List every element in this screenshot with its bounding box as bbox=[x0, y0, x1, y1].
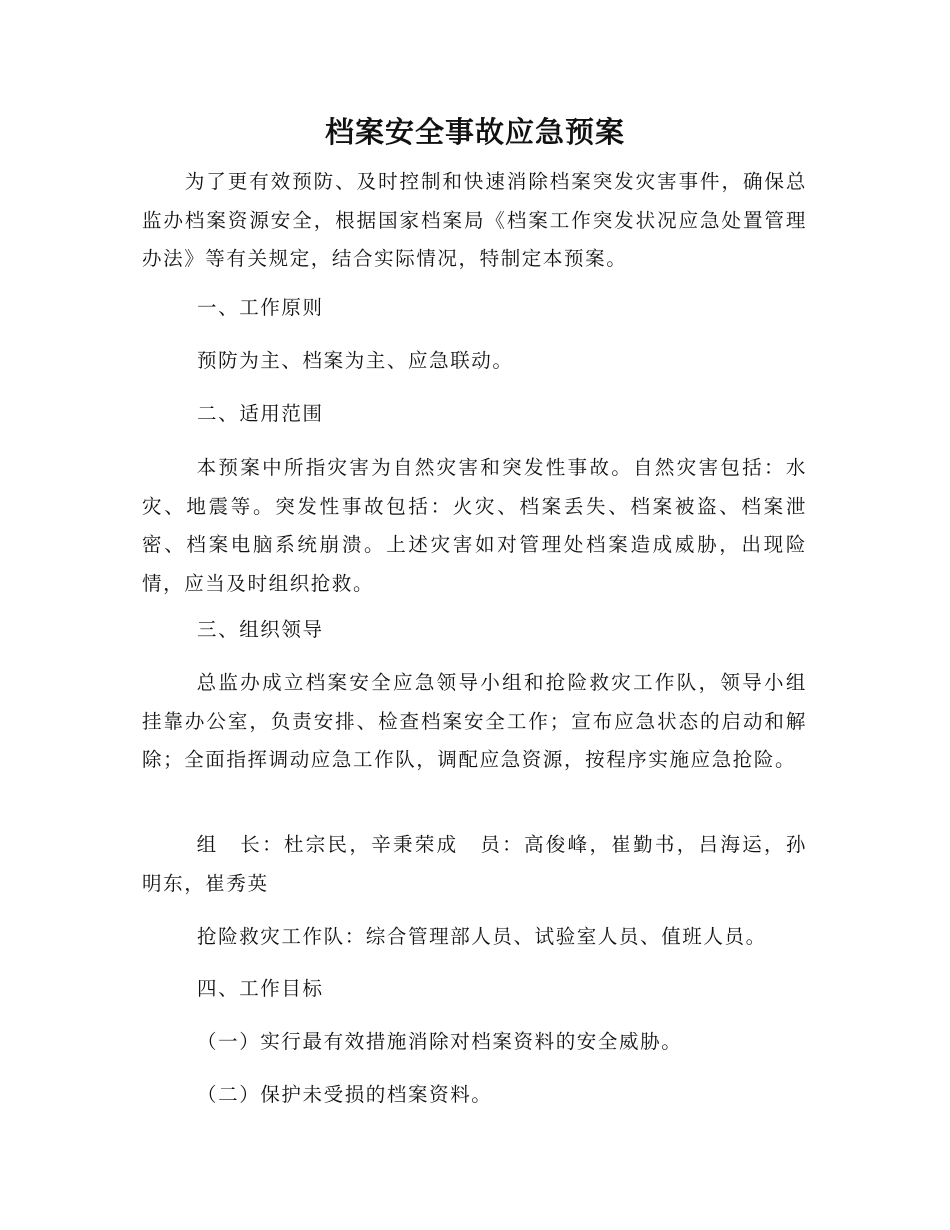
goal-item-2: （二）保护未受损的档案资料。 bbox=[197, 1083, 493, 1106]
section-heading-goals: 四、工作目标 bbox=[197, 977, 324, 1000]
intro-paragraph: 为了更有效预防、及时控制和快速消除档案突发灾害事件，确保总监办档案资源安全，根据国家档案局《档案工作突发状况应急处置管理办法》等有关规定，结合实际情况，特制定本预案。 bbox=[142, 170, 807, 270]
organization-paragraph: 总监办成立档案安全应急领导小组和抢险救灾工作队，领导小组挂靠办公室，负责安排、检查档案安全工作；宣布应急状态的启动和解除；全面指挥调动应急工作队，调配应急资源，按程序实施应急抢险。 bbox=[142, 671, 807, 771]
rescue-team-text: 抢险救灾工作队：综合管理部人员、试验室人员、值班人员。 bbox=[197, 925, 767, 948]
scope-paragraph: 本预案中所指灾害为自然灾害和突发性事故。自然灾害包括：水灾、地震等。突发性事故包括：火灾、档案丢失、档案被盗、档案泄密、档案电脑系统崩溃。上述灾害如对管理处档案造成威胁，出现险情，应当及时组织抢救。 bbox=[142, 456, 807, 595]
document-title: 档案安全事故应急预案 bbox=[324, 115, 625, 149]
leadership-members: 组 长：杜宗民，辛秉荣成 员：高俊峰，崔勤书，吕海运，孙明东，崔秀英 bbox=[142, 833, 807, 895]
section-heading-principles: 一、工作原则 bbox=[197, 296, 324, 319]
section-heading-scope: 二、适用范围 bbox=[197, 402, 324, 425]
goal-item-1: （一）实行最有效措施消除对档案资料的安全威胁。 bbox=[197, 1030, 683, 1053]
section-heading-organization: 三、组织领导 bbox=[197, 618, 324, 641]
principles-text: 预防为主、档案为主、应急联动。 bbox=[197, 349, 514, 372]
